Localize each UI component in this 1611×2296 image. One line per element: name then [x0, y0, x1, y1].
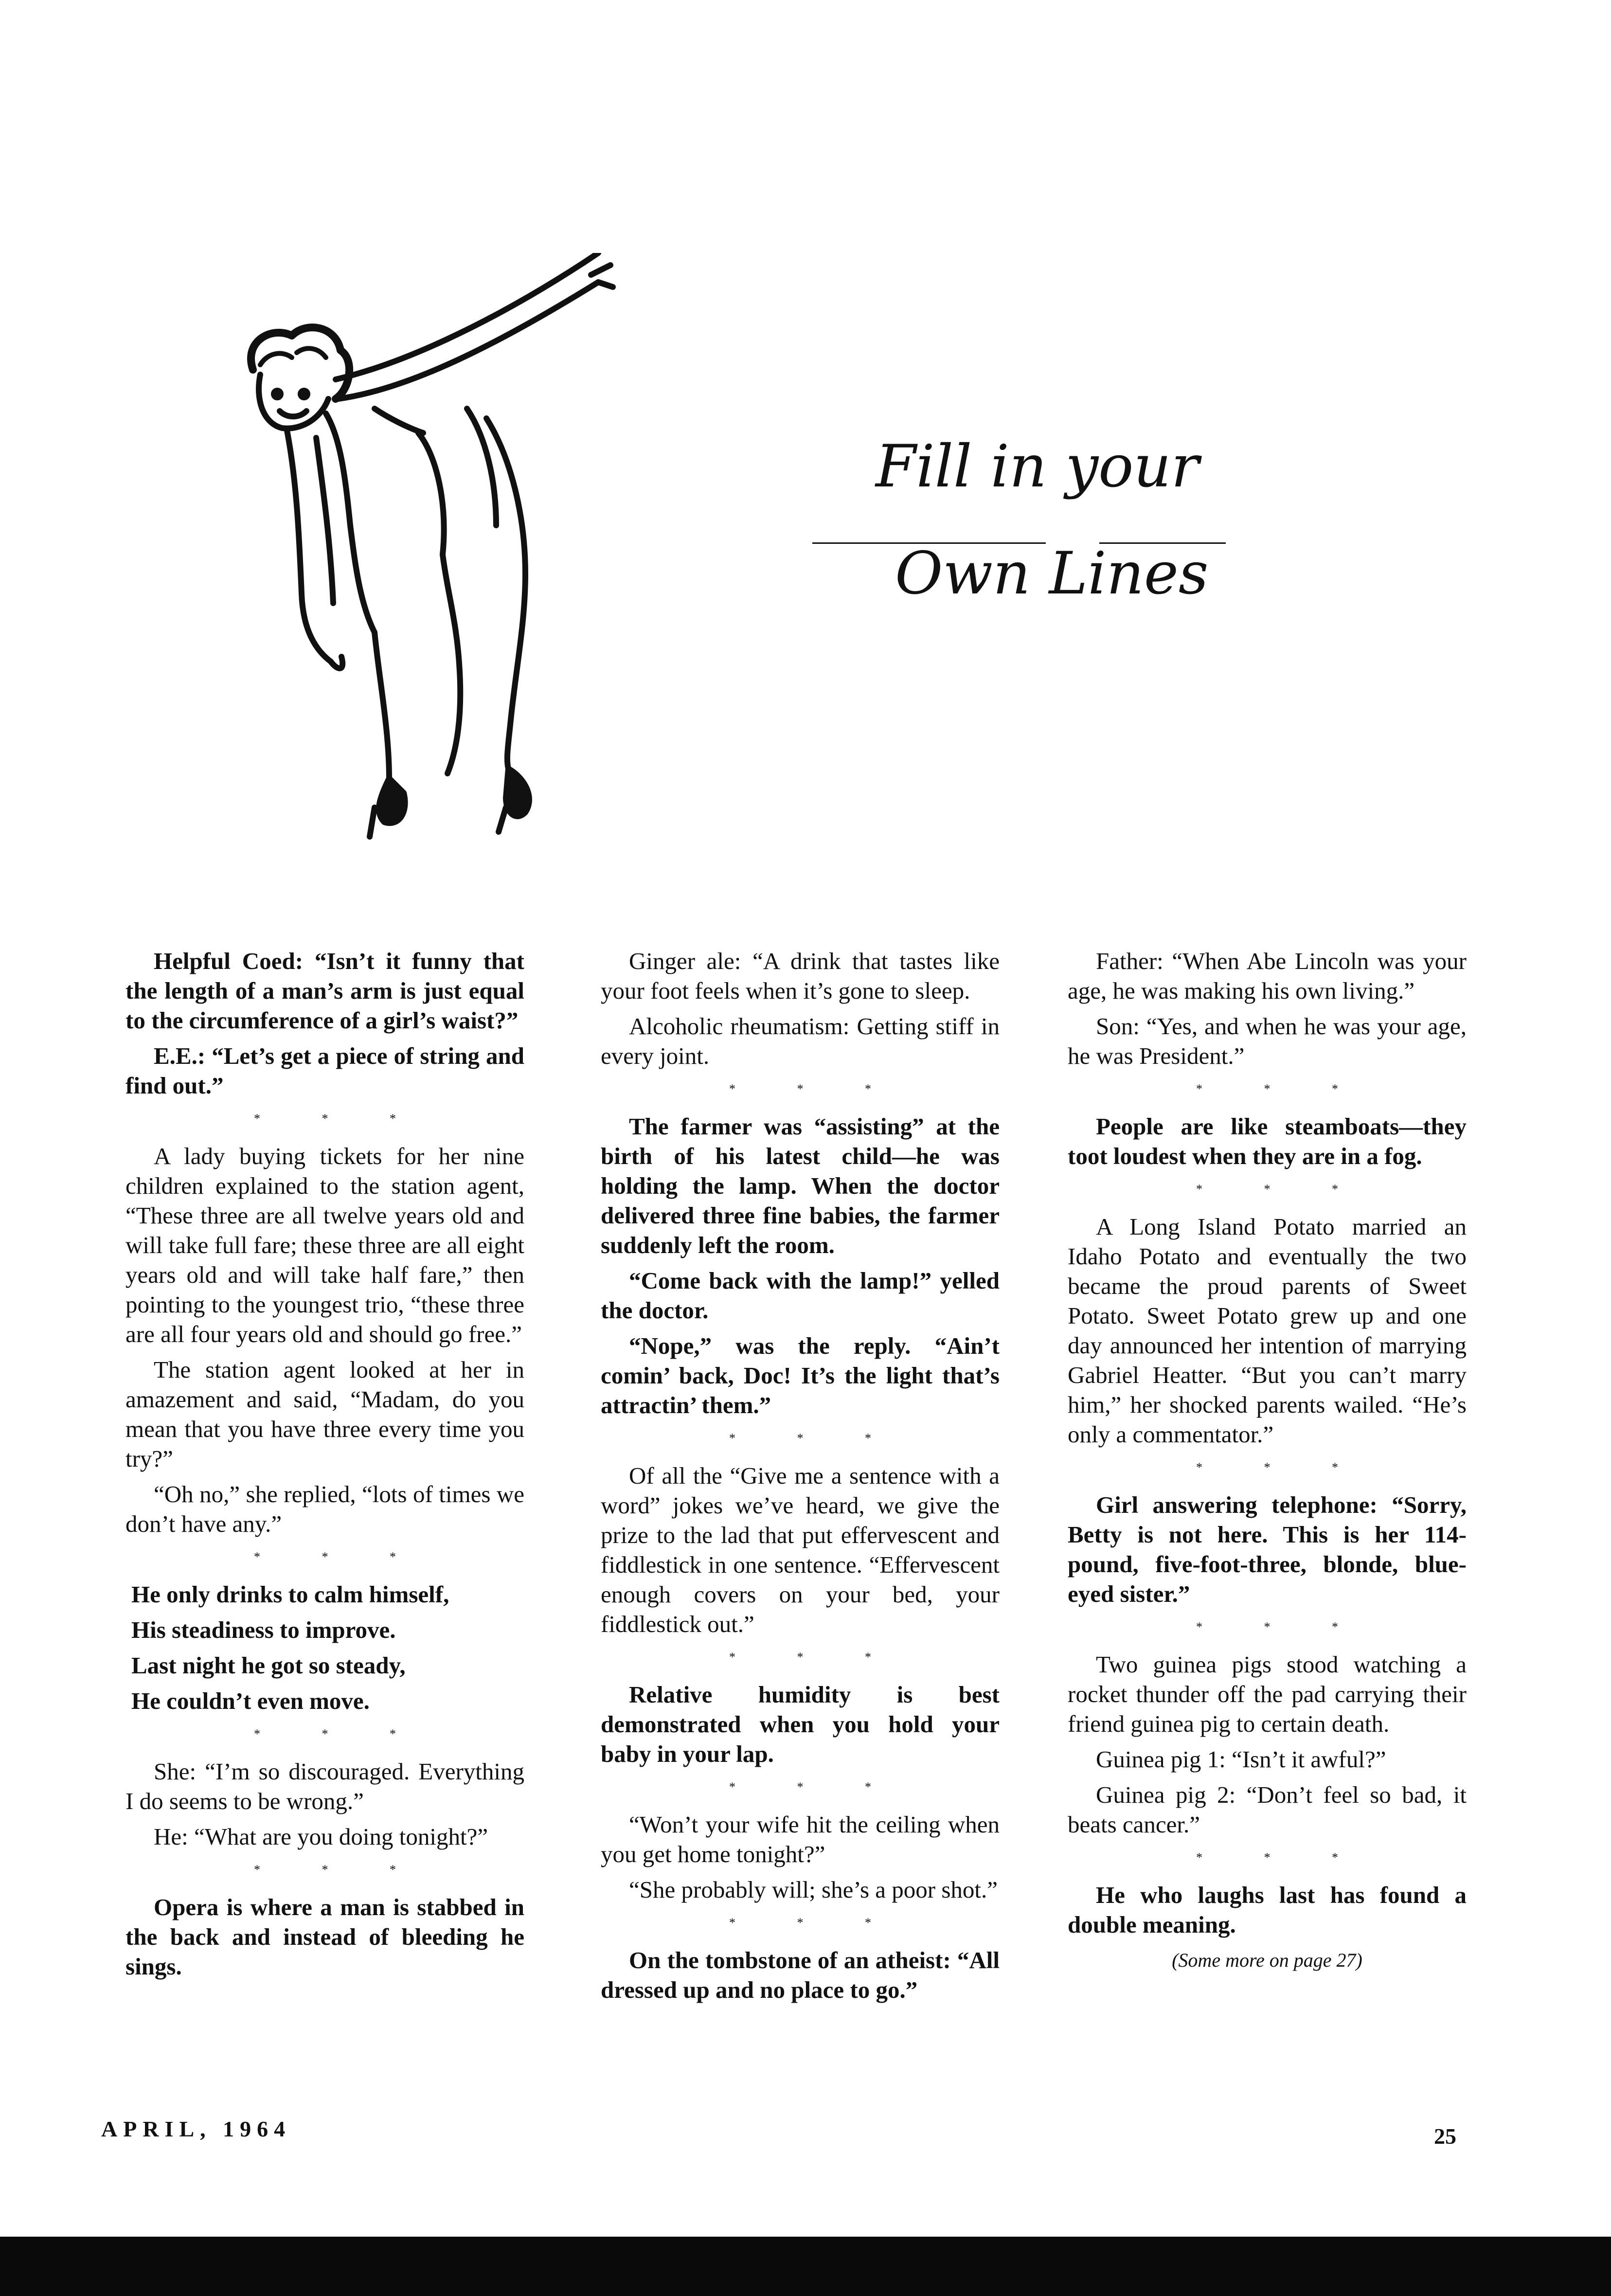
- joke-paragraph: E.E.: “Let’s get a piece of string and find out.”: [125, 1042, 524, 1099]
- joke-paragraph: On the tombstone of an atheist: “All dressed up and no place to go.”: [601, 1947, 1000, 2003]
- joke-paragraph: She: “I’m so discouraged. Everything I do seems to be wrong.”: [125, 1758, 524, 1814]
- separator-asterisks: * * *: [1196, 1182, 1367, 1196]
- joke-paragraph: “Nope,” was the reply. “Ain’t comin’ back, Doc! It’s the light that’s attractin’ them.”: [601, 1332, 1000, 1418]
- joke-paragraph: A lady buying tickets for her nine children explained to the station agent, “These three are all twelve years old and will take full fare; these three are all eight years old and will take half fare,” then pointing to the youngest trio, “these three are all four years old and should go free.”: [125, 1143, 524, 1347]
- joke-paragraph: Helpful Coed: “Isn’t it funny that the length of a man’s arm is just equal to the circumference of a girl’s waist?”: [125, 948, 524, 1034]
- joke-paragraph: “Come back with the lamp!” yelled the doctor.: [601, 1267, 1000, 1324]
- joke-paragraph: Ginger ale: “A drink that tastes like your foot feels when it’s gone to sleep.: [601, 948, 1000, 1004]
- poem-line: Last night he got so steady,: [131, 1652, 406, 1679]
- separator-asterisks: * * *: [254, 1550, 425, 1564]
- page-number: 25: [1434, 2124, 1456, 2149]
- joke-paragraph: The station agent looked at her in amazement and said, “Madam, do you mean that you have three every time you try?”: [125, 1356, 524, 1472]
- text-column-1: [125, 946, 524, 1987]
- poem-line: His steadiness to improve.: [131, 1616, 396, 1643]
- joke-paragraph: Father: “When Abe Lincoln was your age, he was making his own living.”: [1068, 948, 1467, 1004]
- joke-paragraph: Two guinea pigs stood watching a rocket thunder off the pad carrying their friend guinea pig to certain death.: [1068, 1651, 1467, 1737]
- poem-line: He couldn’t even move.: [131, 1687, 370, 1714]
- separator-asterisks: * * *: [1196, 1460, 1367, 1474]
- joke-paragraph: People are like steamboats—they toot loudest when they are in a fog.: [1068, 1113, 1467, 1169]
- poem-line: He only drinks to calm himself,: [131, 1581, 449, 1608]
- joke-paragraph: “Oh no,” she replied, “lots of times we don’t have any.”: [125, 1481, 524, 1537]
- continuation-note: (Some more on page 27): [1172, 1949, 1362, 1971]
- joke-paragraph: Guinea pig 1: “Isn’t it awful?”: [1096, 1746, 1386, 1773]
- joke-paragraph: “Won’t your wife hit the ceiling when you get home tonight?”: [601, 1811, 1000, 1867]
- separator-asterisks: * * *: [1196, 1620, 1367, 1634]
- separator-asterisks: * * *: [729, 1082, 900, 1096]
- text-column-3: [1068, 946, 1467, 1981]
- joke-paragraph: A Long Island Potato married an Idaho Potato and eventually the two became the proud parents of Sweet Potato. Sweet Potato grew up and one day announced her intention of marrying Gabriel Heatter. “But you can’t marry him,” her shocked parents wailed. “He’s only a commentator.”: [1068, 1213, 1467, 1448]
- text-column-2: [601, 946, 1000, 2010]
- joke-paragraph: Opera is where a man is stabbed in the back and instead of bleeding he sings.: [125, 1894, 524, 1980]
- joke-paragraph: He who laughs last has found a double meaning.: [1068, 1882, 1467, 1938]
- title-line-2: Own Lines: [895, 540, 1209, 608]
- separator-asterisks: * * *: [1196, 1082, 1367, 1096]
- joke-paragraph: He: “What are you doing tonight?”: [154, 1823, 488, 1850]
- joke-paragraph: Son: “Yes, and when he was your age, he was President.”: [1068, 1013, 1467, 1069]
- article-title: [798, 433, 1235, 632]
- separator-asterisks: * * *: [729, 1780, 900, 1794]
- title-line-1: Fill in your: [876, 433, 1199, 501]
- joke-paragraph: Guinea pig 2: “Don’t feel so bad, it beats cancer.”: [1068, 1781, 1467, 1838]
- woman-bending-illustration: [214, 253, 652, 866]
- issue-date: APRIL, 1964: [101, 2117, 291, 2141]
- separator-asterisks: * * *: [729, 1916, 900, 1930]
- joke-paragraph: Girl answering telephone: “Sorry, Betty is not here. This is her 114-pound, five-foot-three, blonde, blue-eyed sister.”: [1068, 1491, 1467, 1607]
- joke-paragraph: The farmer was “assisting” at the birth of his latest child—he was holding the lamp. When the doctor delivered three fine babies, the farmer suddenly left the room.: [601, 1113, 1000, 1258]
- separator-asterisks: * * *: [254, 1727, 425, 1741]
- separator-asterisks: * * *: [1196, 1850, 1367, 1865]
- separator-asterisks: * * *: [729, 1650, 900, 1664]
- joke-paragraph: Alcoholic rheumatism: Getting stiff in every joint.: [601, 1013, 1000, 1069]
- separator-asterisks: * * *: [254, 1863, 425, 1877]
- separator-asterisks: * * *: [254, 1112, 425, 1126]
- separator-asterisks: * * *: [729, 1431, 900, 1445]
- joke-paragraph: Of all the “Give me a sentence with a word” jokes we’ve heard, we give the prize to the lad that put effervescent and fiddlestick in one sentence. “Effervescent enough covers on your bed, your fiddlestick out.”: [601, 1462, 1000, 1637]
- joke-paragraph: Relative humidity is best demonstrated when you hold your baby in your lap.: [601, 1681, 1000, 1767]
- scan-border: [0, 2237, 1611, 2296]
- joke-paragraph: “She probably will; she’s a poor shot.”: [629, 1876, 998, 1903]
